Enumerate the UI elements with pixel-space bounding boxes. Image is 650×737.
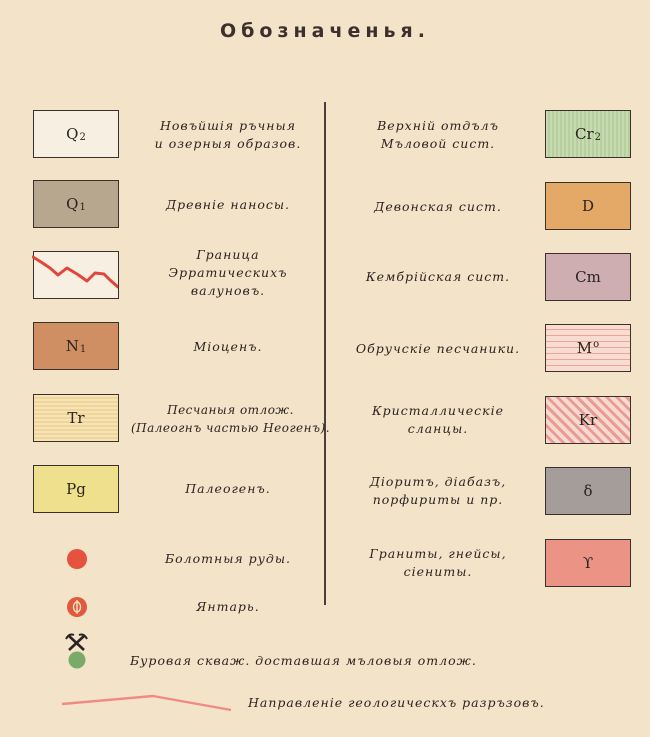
label-amber-line1: Янтарь. <box>196 599 260 614</box>
label-n1-line1: Мiоценъ. <box>193 339 263 354</box>
label-q2-line1: Новъйшiя ръчныя <box>160 118 296 133</box>
swatch-m-symbol: M <box>576 339 593 357</box>
swatch-tr <box>33 394 119 442</box>
label-m-line1: Обручскiе песчаники. <box>355 341 521 356</box>
label-tr-line2: (Палеогнъ частью Неогенъ). <box>130 421 331 435</box>
swatch-d <box>545 182 631 230</box>
section-direction-icon <box>58 688 238 712</box>
swatch-kr-symbol: Kr <box>578 411 598 429</box>
label-kr-line2: сланцы. <box>407 421 469 436</box>
label-erratic-line2: Эрратическихъ <box>168 265 288 280</box>
label-gamma-line1: Граниты, гнейсы, <box>369 546 507 561</box>
swatch-n1 <box>33 322 119 370</box>
swatch-gamma <box>545 539 631 587</box>
swatch-d-symbol: D <box>581 197 595 215</box>
swatch-q2 <box>33 110 119 158</box>
label-gamma <box>338 545 538 581</box>
swatch-q1-index: 1 <box>79 201 86 213</box>
label-tr <box>128 401 333 437</box>
label-gamma-line2: сiениты. <box>403 564 473 579</box>
swatch-cm <box>545 253 631 301</box>
swatch-n1-symbol: N <box>65 337 79 355</box>
swatch-gamma-symbol: ϒ <box>582 554 594 572</box>
label-section-direction <box>248 694 608 712</box>
label-d <box>338 198 538 216</box>
label-delta-line2: порфириты и пр. <box>372 492 504 507</box>
swatch-n1-index: 1 <box>79 343 87 355</box>
legend-title: Обозначенья. <box>220 20 430 42</box>
label-pg <box>128 480 328 498</box>
swatch-cr2-index: 2 <box>594 131 602 143</box>
swatch-pg-symbol: Pg <box>66 480 86 498</box>
label-kr <box>338 402 538 438</box>
swatch-cr2-symbol: Cr <box>574 125 594 143</box>
swatch-q2-index: 2 <box>79 131 86 143</box>
label-d-line1: Девонская сист. <box>374 199 502 214</box>
label-pg-line1: Палеогенъ. <box>185 481 271 496</box>
swatch-cm-symbol: Cm <box>575 268 601 286</box>
label-q2-line2: и озерныя образов. <box>154 136 302 151</box>
label-q2 <box>128 117 328 153</box>
swatch-delta <box>545 467 631 515</box>
label-cm-line1: Кембрiйская сист. <box>365 269 511 284</box>
swatch-delta-symbol: δ <box>583 482 593 500</box>
swatch-erratic-boundary <box>33 251 119 299</box>
swatch-q2-symbol: Q <box>66 125 79 143</box>
label-cm <box>338 268 538 286</box>
label-marsh-ore <box>128 550 328 568</box>
erratic-boundary-icon <box>32 250 118 298</box>
swatch-q1-symbol: Q <box>66 195 79 213</box>
label-kr-line1: Кристаллическiе <box>371 403 505 418</box>
swatch-tr-symbol: Tr <box>67 409 85 427</box>
label-borehole <box>130 652 550 670</box>
swatch-q1 <box>33 180 119 228</box>
swatch-pg <box>33 465 119 513</box>
label-erratic-line3: валуновъ. <box>190 283 266 298</box>
label-m <box>338 340 538 358</box>
swatch-cr2 <box>545 110 631 158</box>
label-marsh-ore-line1: Болотныя руды. <box>164 551 292 566</box>
marsh-ore-icon <box>64 546 90 572</box>
label-borehole-line1: Буровая скваж. доставшая мъловыя отлож. <box>130 653 477 668</box>
label-tr-line1: Песчаныя отлож. <box>167 403 294 417</box>
label-cr2 <box>338 117 538 153</box>
label-cr2-line2: Мъловой сист. <box>380 136 496 151</box>
label-delta <box>338 473 538 509</box>
swatch-m-index: o <box>593 338 600 350</box>
label-cr2-line1: Верхнiй отдълъ <box>377 118 499 133</box>
label-q1 <box>128 196 328 214</box>
label-q1-line1: Древнiе наносы. <box>165 197 291 212</box>
label-section-direction-line1: Направленiе геологическхъ разръзовъ. <box>248 695 545 710</box>
swatch-kr <box>545 396 631 444</box>
label-erratic-line1: Граница <box>196 247 260 262</box>
label-amber <box>128 598 328 616</box>
amber-icon <box>64 594 90 620</box>
borehole-icon <box>62 632 92 672</box>
label-delta-line1: Дiоритъ, дiабазъ, <box>369 474 507 489</box>
label-n1 <box>128 338 328 356</box>
swatch-m <box>545 324 631 372</box>
label-erratic-boundary <box>128 246 328 300</box>
